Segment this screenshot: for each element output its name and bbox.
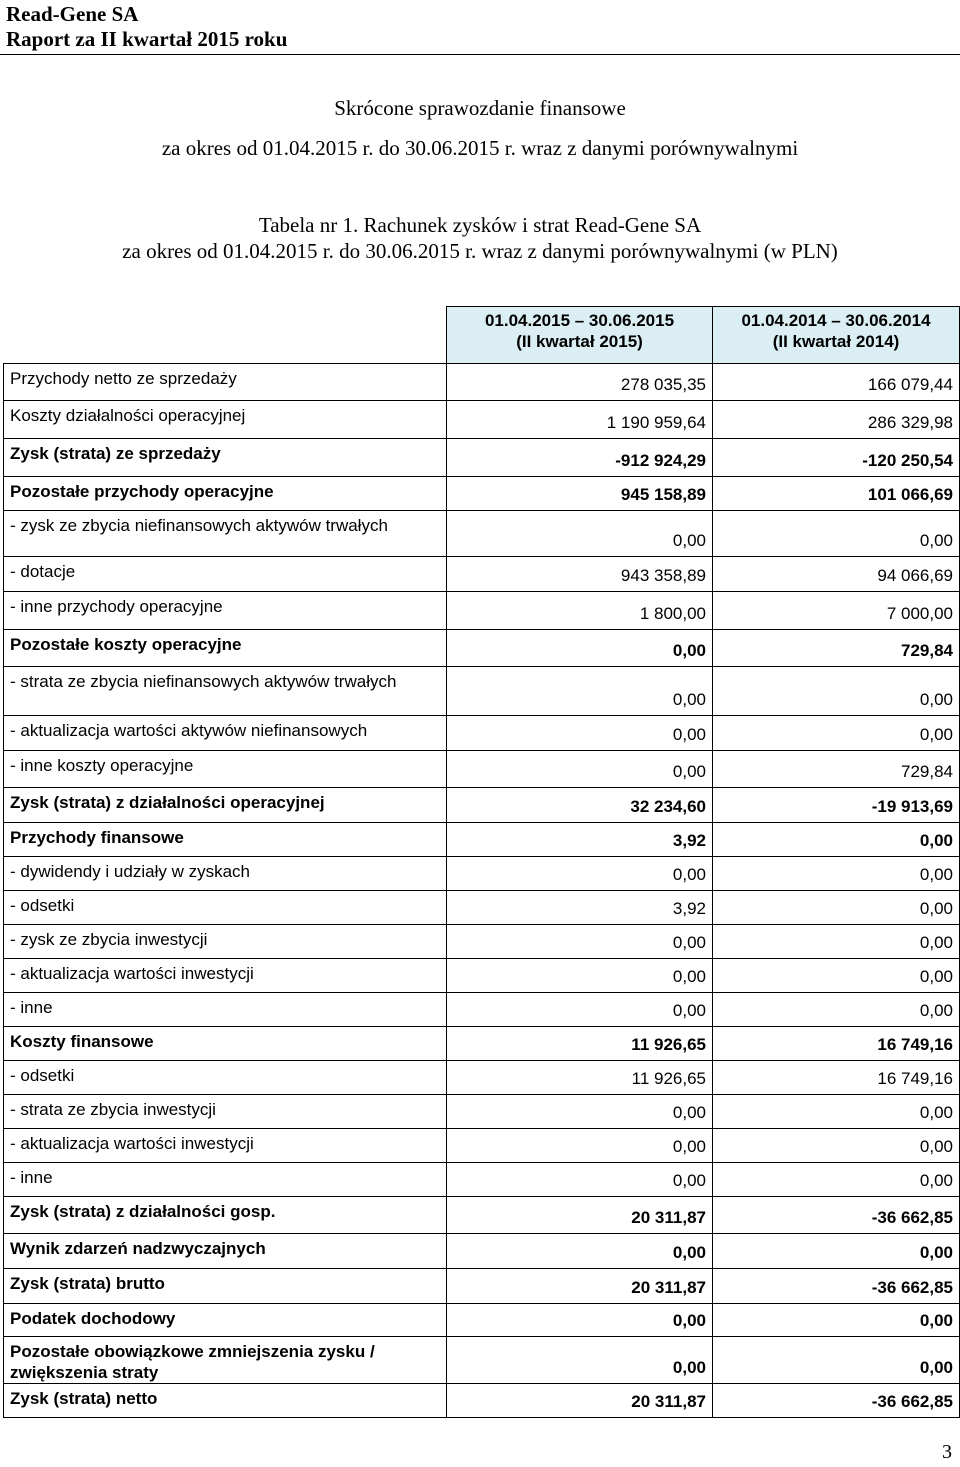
row-label: - aktualizacja wartości inwestycji	[4, 1129, 447, 1163]
table-row	[4, 1095, 960, 1129]
column-header-2014	[713, 307, 960, 364]
table-row	[4, 477, 960, 511]
table-row	[4, 364, 960, 401]
row-label: - odsetki	[4, 1061, 447, 1095]
value-2015: 20 311,87	[447, 1269, 713, 1304]
value-2015: 0,00	[447, 667, 713, 716]
row-label: - inne	[4, 993, 447, 1027]
value-2014: 286 329,98	[713, 401, 960, 439]
table-row	[4, 823, 960, 857]
row-label: Zysk (strata) ze sprzedaży	[4, 439, 447, 477]
row-label: - inne koszty operacyjne	[4, 751, 447, 788]
row-label: Przychody netto ze sprzedaży	[4, 364, 447, 401]
column-header-2015	[447, 307, 713, 364]
value-2014: 0,00	[713, 716, 960, 751]
value-2014: 101 066,69	[713, 477, 960, 511]
column-quarter: (II kwartał 2015)	[516, 332, 643, 351]
table-header-row	[4, 307, 960, 364]
value-2015: 0,00	[447, 751, 713, 788]
row-label: - dywidendy i udziały w zyskach	[4, 857, 447, 891]
value-2015: 0,00	[447, 993, 713, 1027]
table-row	[4, 1337, 960, 1384]
row-label: Pozostałe koszty operacyjne	[4, 630, 447, 667]
value-2015: 0,00	[447, 1337, 713, 1384]
table-row	[4, 1027, 960, 1061]
value-2015: 0,00	[447, 716, 713, 751]
header-blank-cell	[4, 307, 447, 364]
value-2015: 3,92	[447, 823, 713, 857]
table-row	[4, 1269, 960, 1304]
table-row	[4, 1163, 960, 1197]
value-2014: 94 066,69	[713, 557, 960, 592]
value-2015: 0,00	[447, 1304, 713, 1337]
value-2014: 0,00	[713, 1234, 960, 1269]
value-2014: 0,00	[713, 857, 960, 891]
table-row	[4, 788, 960, 823]
report-title: Raport za II kwartał 2015 roku	[6, 27, 288, 51]
value-2014: 0,00	[713, 1304, 960, 1337]
row-label: Przychody finansowe	[4, 823, 447, 857]
row-label: Zysk (strata) z działalności gosp.	[4, 1197, 447, 1234]
value-2015: 0,00	[447, 959, 713, 993]
row-label: Pozostałe przychody operacyjne	[4, 477, 447, 511]
row-label: Podatek dochodowy	[4, 1304, 447, 1337]
table-row	[4, 1129, 960, 1163]
value-2014: 0,00	[713, 891, 960, 925]
value-2015: 0,00	[447, 1163, 713, 1197]
value-2014: 729,84	[713, 751, 960, 788]
table-row	[4, 630, 960, 667]
table-row	[4, 592, 960, 630]
value-2014: 7 000,00	[713, 592, 960, 630]
value-2014: 0,00	[713, 1095, 960, 1129]
statement-period: za okres od 01.04.2015 r. do 30.06.2015 r. wraz z danymi porównywalnymi	[161, 136, 799, 160]
value-2015: 20 311,87	[447, 1384, 713, 1418]
value-2014: -120 250,54	[713, 439, 960, 477]
header-divider	[0, 54, 960, 55]
value-2015: 1 800,00	[447, 592, 713, 630]
row-label: - strata ze zbycia niefinansowych aktywów trwałych	[4, 667, 447, 716]
value-2015: 11 926,65	[447, 1061, 713, 1095]
column-period: 01.04.2015 – 30.06.2015	[484, 311, 675, 330]
table-period: za okres od 01.04.2015 r. do 30.06.2015 r. wraz z danymi porównywalnymi (w PLN)	[122, 239, 838, 263]
value-2015: 0,00	[447, 1095, 713, 1129]
value-2014: -36 662,85	[713, 1384, 960, 1418]
value-2014: -19 913,69	[713, 788, 960, 823]
row-label: Wynik zdarzeń nadzwyczajnych	[4, 1234, 447, 1269]
table-row	[4, 925, 960, 959]
table-row	[4, 1197, 960, 1234]
table-row	[4, 993, 960, 1027]
table-row	[4, 667, 960, 716]
value-2014: 729,84	[713, 630, 960, 667]
row-label: Zysk (strata) brutto	[4, 1269, 447, 1304]
table-row	[4, 401, 960, 439]
table-row	[4, 891, 960, 925]
value-2014: 0,00	[713, 511, 960, 557]
table-row	[4, 857, 960, 891]
row-label: - inne	[4, 1163, 447, 1197]
value-2014: 0,00	[713, 1129, 960, 1163]
value-2015: 945 158,89	[447, 477, 713, 511]
value-2015: 0,00	[447, 1234, 713, 1269]
table-caption: Tabela nr 1. Rachunek zysków i strat Read-Gene SA	[258, 213, 702, 237]
value-2015: 0,00	[447, 925, 713, 959]
value-2014: 16 749,16	[713, 1061, 960, 1095]
value-2015: 0,00	[447, 630, 713, 667]
table-row	[4, 751, 960, 788]
row-label: Zysk (strata) netto	[4, 1384, 447, 1418]
value-2015: 11 926,65	[447, 1027, 713, 1061]
value-2015: 32 234,60	[447, 788, 713, 823]
column-quarter: (II kwartał 2014)	[772, 332, 900, 351]
row-label: - dotacje	[4, 557, 447, 592]
row-label: - aktualizacja wartości aktywów niefinansowych	[4, 716, 447, 751]
row-label: - odsetki	[4, 891, 447, 925]
value-2015: 20 311,87	[447, 1197, 713, 1234]
row-label: - zysk ze zbycia inwestycji	[4, 925, 447, 959]
row-label: Zysk (strata) z działalności operacyjnej	[4, 788, 447, 823]
table-row	[4, 1304, 960, 1337]
value-2014: 166 079,44	[713, 364, 960, 401]
row-label: - inne przychody operacyjne	[4, 592, 447, 630]
value-2014: 0,00	[713, 993, 960, 1027]
value-2014: 0,00	[713, 959, 960, 993]
table-row	[4, 1061, 960, 1095]
row-label: Koszty finansowe	[4, 1027, 447, 1061]
value-2015: -912 924,29	[447, 439, 713, 477]
table-row	[4, 959, 960, 993]
value-2015: 943 358,89	[447, 557, 713, 592]
statement-title: Skrócone sprawozdanie finansowe	[334, 96, 626, 120]
column-period: 01.04.2014 – 30.06.2014	[741, 311, 931, 330]
value-2015: 1 190 959,64	[447, 401, 713, 439]
table-row	[4, 511, 960, 557]
row-label: Pozostałe obowiązkowe zmniejszenia zysku / zwiększenia straty	[4, 1337, 447, 1384]
row-label: - aktualizacja wartości inwestycji	[4, 959, 447, 993]
table-row	[4, 557, 960, 592]
row-label: - strata ze zbycia inwestycji	[4, 1095, 447, 1129]
value-2014: 0,00	[713, 667, 960, 716]
table-row	[4, 716, 960, 751]
value-2014: -36 662,85	[713, 1197, 960, 1234]
company-name: Read-Gene SA	[6, 2, 139, 26]
value-2015: 0,00	[447, 511, 713, 557]
value-2014: 0,00	[713, 1337, 960, 1384]
value-2014: 0,00	[713, 823, 960, 857]
value-2015: 278 035,35	[447, 364, 713, 401]
table-row	[4, 1384, 960, 1418]
value-2014: 0,00	[713, 1163, 960, 1197]
row-label: Koszty działalności operacyjnej	[4, 401, 447, 439]
table-row	[4, 439, 960, 477]
income-statement-table	[3, 306, 960, 1418]
row-label: - zysk ze zbycia niefinansowych aktywów trwałych	[4, 511, 447, 557]
table-body	[4, 364, 960, 1418]
page-number: 3	[942, 1441, 952, 1463]
value-2015: 3,92	[447, 891, 713, 925]
value-2014: -36 662,85	[713, 1269, 960, 1304]
table-row	[4, 1234, 960, 1269]
value-2014: 0,00	[713, 925, 960, 959]
value-2015: 0,00	[447, 857, 713, 891]
value-2014: 16 749,16	[713, 1027, 960, 1061]
value-2015: 0,00	[447, 1129, 713, 1163]
